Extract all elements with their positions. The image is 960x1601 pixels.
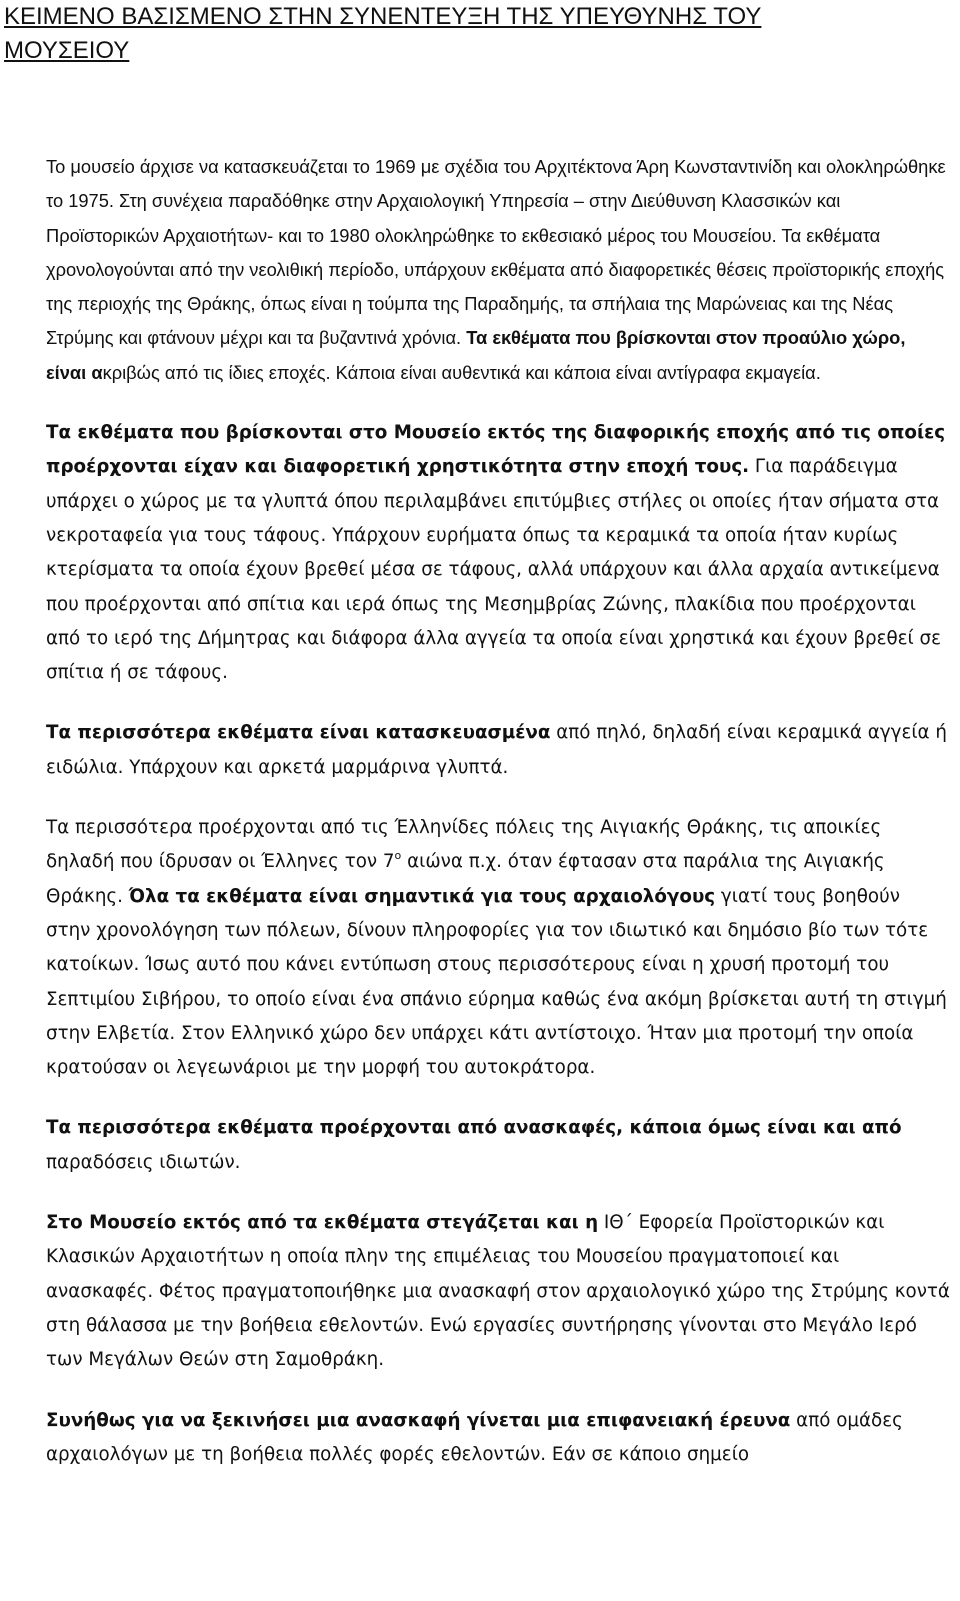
paragraph-text: από ομάδες αρχαιολόγων με τη βοήθεια πολλές φορές εθελοντών. Εάν σε κάποιο σημείο [46, 1409, 903, 1465]
paragraph-text: ΙΘ΄ Εφορεία Προϊστορικών και Κλασικών Αρχαιοτήτων η οποία πλην της επιμέλειας του Μουσείου πραγματοποιεί και ανασκαφές. Φέτος πραγματοποιήθηκε μια ανασκαφή στον αρχαιολογικό χώρο της Στρύμης κοντά στη θάλασσα με την βοήθεια εθελοντών. Ενώ εργασίες συντήρησης γίνονται στο Μεγάλο Ιερό των Μεγάλων Θεών στη Σαμοθράκη. [46, 1212, 950, 1371]
title-line-1: ΚΕΙΜΕΝΟ ΒΑΣΙΣΜΕΝΟ ΣΤΗΝ ΣΥΝΕΝΤΕΥΞΗ ΤΗΣ ΥΠΕΥΘΥΝΗΣ ΤΟΥ [4, 3, 762, 30]
paragraph-text: από πηλό, δηλαδή είναι κεραμικά αγγεία ή ειδώλια. Υπάρχουν και αρκετά μαρμάρινα γλυπτά. [46, 722, 947, 778]
paragraph-text: κριβώς από τις ίδιες εποχές. Κάποια είναι αυθεντικά και κάποια είναι αντίγραφα εκμαγεία. [102, 361, 821, 383]
document-title [4, 0, 904, 68]
paragraph-text: αιώνα π.χ. όταν έφτασαν στα παράλια της Αιγιακής Θράκης. [46, 851, 885, 907]
paragraph-bold-text: Τα περισσότερα εκθέματα είναι κατασκευασμένα [46, 722, 551, 744]
paragraph-text: Το μουσείο άρχισε να κατασκευάζεται το 1969 με σχέδια του Αρχιτέκτονα Άρη Κωνσταντινίδη και ολοκληρώθηκε το 1975. Στη συνέχεια παραδόθηκε στην Αρχαιολογική Υπηρεσία – στην Διεύθυνση Κλασσικών και Προϊστορικών Αρχαιοτήτων- και το 1980 ολοκληρώθηκε το εκθεσιακό μέρος του Μουσείου. Τα εκθέματα χρονολογούνται από την νεολιθική περίοδο, υπάρχουν εκθέματα από διαφορετικές θέσεις προϊστορικής εποχής της περιοχής της Θράκης, όπως είναι η τούμπα της Παραδημής, τα σπήλαια της Μαρώνειας και της Νέας Στρύμης και φτάνουν μέχρι και τα βυζαντινά χρόνια. [46, 156, 946, 349]
paragraph-bold-text: Τα εκθέματα που βρίσκονται στο Μουσείο εκτός της διαφορικής εποχής από τις οποίες προέρχονται είχαν και διαφορετική χρηστικότητα στην εποχή τους. [46, 422, 946, 478]
paragraph-bold-text: Τα περισσότερα εκθέματα προέρχονται από ανασκαφές, κάποια όμως είναι και από [46, 1117, 902, 1139]
paragraph-excavations [46, 1111, 950, 1180]
paragraph-text: Τα περισσότερα προέρχονται από τις Έλληνίδες πόλεις της Αιγιακής Θράκης, τις αποικίες δηλαδή που ίδρυσαν οι Έλληνες τον 7 [46, 817, 882, 873]
paragraph-text: Για παράδειγμα υπάρχει ο χώρος με τα γλυπτά όπου περιλαμβάνει επιτύμβιες στήλες οι οποίες ήταν σήματα στα νεκροταφεία για τους τάφους. Υπάρχουν ευρήματα όπως τα κεραμικά τα οποία ήταν κυρίως κτερίσματα τα οποία έχουν βρεθεί μέσα σε τάφους, αλλά υπάρχουν και άλλα αρχαία αντικείμενα που προέρχονται από σπίτια και ιερά όπως της Μεσημβρίας Ζώνης, πλακίδια που προέρχονται από το ιερό της Δήμητρας και διάφορα άλλα αγγεία τα οποία είναι χρηστικά και έχουν βρεθεί σε σπίτια ή σε τάφους. [46, 456, 942, 684]
paragraph-text: παραδόσεις ιδιωτών. [46, 1151, 241, 1173]
paragraph-bold-text: Στο Μουσείο εκτός από τα εκθέματα στεγάζεται και η [46, 1212, 599, 1234]
paragraph-bold-text: Συνήθως για να ξεκινήσει μια ανασκαφή γίνεται μια επιφανειακή έρευνα [46, 1409, 791, 1431]
paragraph-ephorate [46, 1206, 950, 1377]
title-line-2: ΜΟΥΣΕΙΟΥ [4, 37, 130, 64]
paragraph-surface-survey [46, 1404, 950, 1473]
paragraph-bold-text: Τα εκθέματα που βρίσκονται στον προαύλιο χώρο, είναι α [46, 327, 906, 383]
superscript: ο [394, 849, 402, 863]
document-body [46, 150, 950, 1498]
paragraph-materials [46, 716, 950, 785]
paragraph-bold-text: Όλα τα εκθέματα είναι σημαντικά για τους αρχαιολόγους [128, 885, 716, 907]
paragraph-text: γιατί τους βοηθούν στην χρονολόγηση των πόλεων, δίνουν πληροφορίες για τον ιδιωτικό και δημόσιο βίο των τότε κατοίκων. Ίσως αυτό που κάνει εντύπωση στους περισσότερους είναι η χρυσή προτομή του Σεπτιμίου Σιβήρου, το οποίο είναι ένα σπάνιο εύρημα καθώς ένα ακόμη βρίσκεται αυτή τη στιγμή στην Ελβετία. Στον Ελληνικό χώρο δεν υπάρχει κάτι αντίστοιχο. Ήταν μια προτομή την οποία κρατούσαν οι λεγεωνάριοι με την μορφή του αυτοκράτορα. [46, 885, 947, 1079]
paragraph-museum-history [46, 150, 950, 390]
paragraph-origins [46, 811, 950, 1085]
paragraph-exhibits-usage [46, 416, 950, 690]
